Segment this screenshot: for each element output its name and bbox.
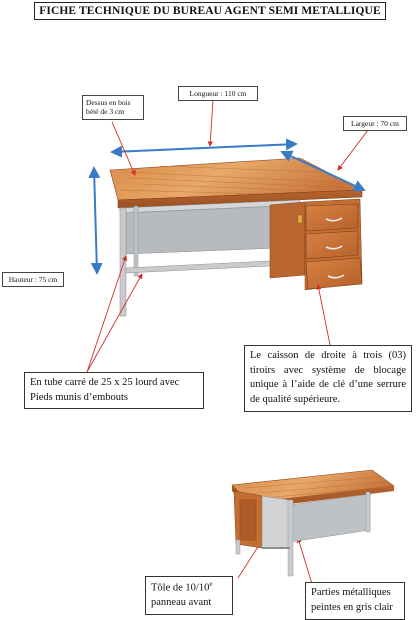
- label-largeur: Largeur : 70 cm: [343, 116, 407, 131]
- label-tole-line2: panneau avant: [151, 597, 212, 609]
- label-parties: Parties métalliques peintes en gris clair: [305, 582, 405, 620]
- page-title: FICHE TECHNIQUE DU BUREAU AGENT SEMI METALLIQUE: [34, 2, 386, 20]
- label-dessus: Dessus en bois bété de 3 cm: [82, 95, 144, 120]
- label-tole-line1: Tôle de 10/10: [151, 582, 210, 594]
- label-tole: [145, 576, 233, 615]
- label-longueur: Longueur : 110 cm: [178, 86, 258, 101]
- label-caisson: Le caisson de droite à trois (03) tiroirs avec système de blocage unique à l’aide de clé d’une serrure de qualité supérieure.: [244, 345, 412, 412]
- label-tube: En tube carré de 25 x 25 lourd avec Pieds munis d’embouts: [24, 372, 204, 409]
- label-hauteur: Hauteur : 75 cm: [2, 272, 64, 287]
- desk-rear-view: [232, 470, 394, 576]
- desk-main: [110, 158, 362, 316]
- label-tole-sup: e: [209, 580, 213, 588]
